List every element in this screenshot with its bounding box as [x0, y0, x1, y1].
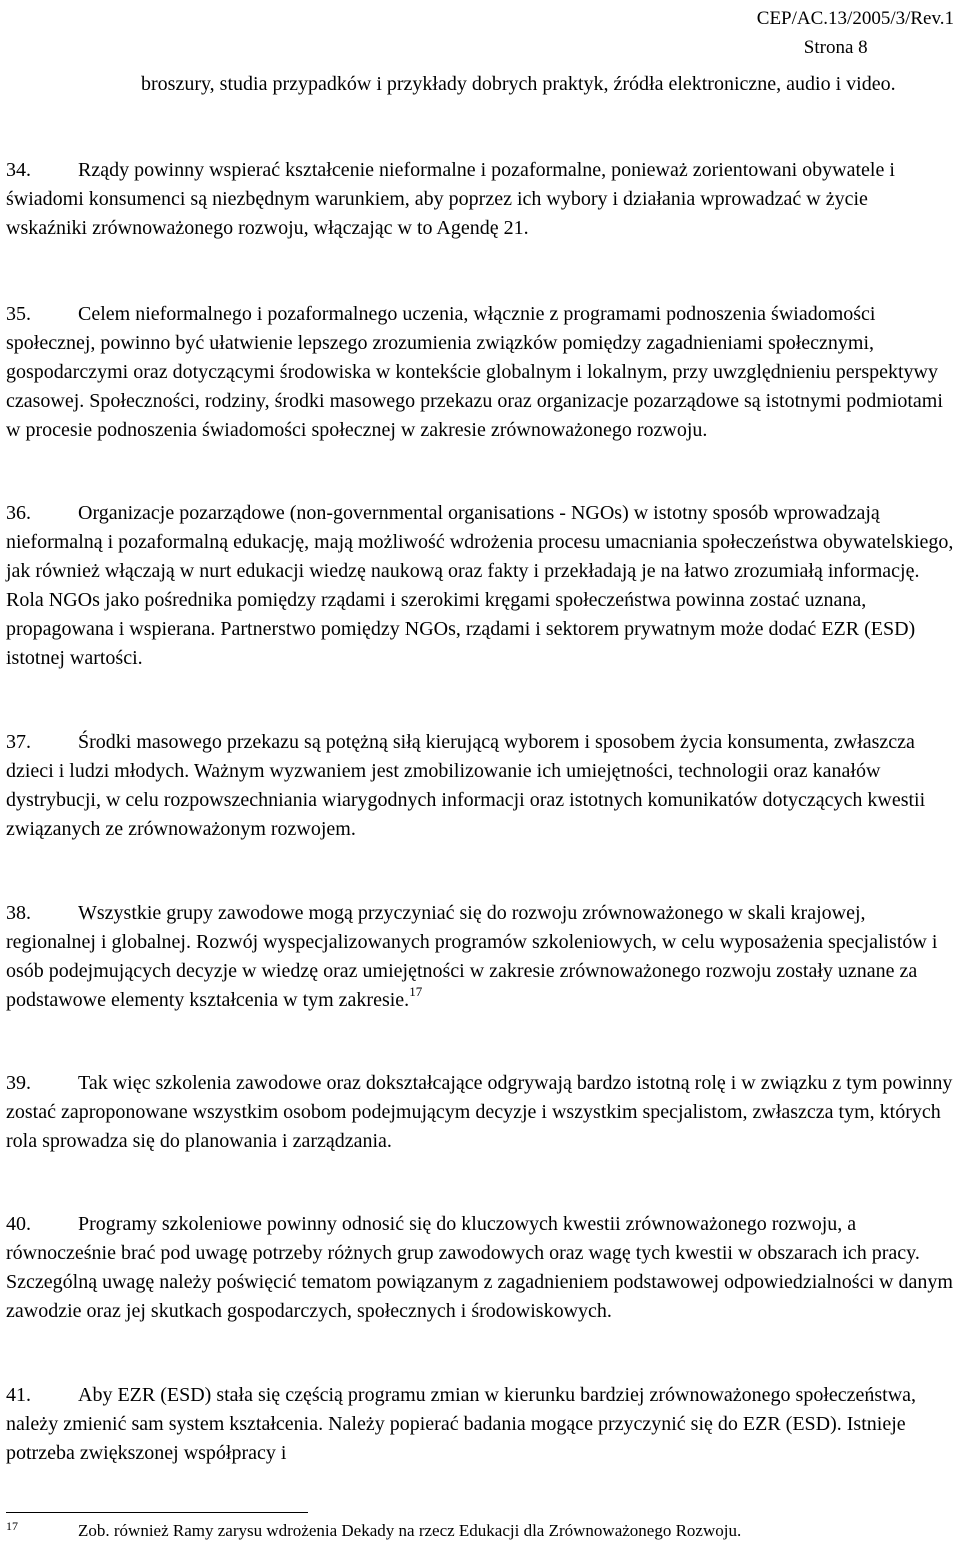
paragraph-number: 39.: [6, 1072, 31, 1094]
paragraph-text: Wszystkie grupy zawodowe mogą przyczyniać się do rozwoju zrównoważonego w skali krajowej, regionalnej i globalnej. Rozwój wyspecjalizowanych programów szkoleniowych, w celu wyposażenia specjalistów i osób podejmujących decyzje w wiedzę oraz umiejętności w zakresie zrównoważonego rozwoju zostały uznane za podstawowe elementy kształcenia w tym zakresie.: [6, 902, 938, 1011]
paragraph-39: [6, 1069, 954, 1156]
paragraph-number: 36.: [6, 502, 31, 524]
footnote: [6, 1519, 954, 1543]
paragraph-text: Tak więc szkolenia zawodowe oraz dokształcające odgrywają bardzo istotną rolę i w związku z tym powinny zostać zaproponowane wszystkim osobom podejmującym decyzje i wszystkim specjalistom, zwłaszcza tym, których rola sprowadza się do planowania i zarządzania.: [6, 1072, 953, 1152]
paragraph-number: 38.: [6, 902, 31, 924]
paragraph-34: [6, 156, 954, 243]
page-header: [757, 4, 954, 62]
footnote-separator: [6, 1512, 308, 1513]
footnote-number: 17: [6, 1519, 18, 1533]
footnote-reference[interactable]: 17: [409, 984, 423, 1000]
document-reference: CEP/AC.13/2005/3/Rev.1: [756, 8, 954, 29]
paragraph-number: 41.: [6, 1384, 31, 1406]
paragraph-40: [6, 1210, 954, 1326]
continued-list-item: broszury, studia przypadków i przykłady dobrych praktyk, źródła elektroniczne, audio i video.: [141, 73, 896, 95]
paragraph-text: Środki masowego przekazu są potężną siłą kierującą wyborem i sposobem życia konsumenta, zwłaszcza dzieci i ludzi młodych. Ważnym wyzwaniem jest zmobilizowanie ich umiejętności, technologii oraz kanałów dystrybucji, w celu rozpowszechniania wiarygodnych informacji oraz istotnych komunikatów dotyczących kwestii związanych ze zrównoważonym rozwojem.: [6, 731, 926, 840]
paragraph-number: 37.: [6, 731, 31, 753]
paragraph-37: [6, 728, 954, 844]
paragraph-38: [6, 899, 954, 1015]
paragraph-text: Rządy powinny wspierać kształcenie nieformalne i pozaformalne, ponieważ zorientowani obywatele i świadomi konsumenci są niezbędnym warunkiem, aby poprzez ich wybory i działania wprowadzać w życie wskaźniki zrównoważonego rozwoju, włączając w to Agendę 21.: [6, 159, 895, 239]
paragraph-number: 35.: [6, 303, 31, 325]
paragraph-text: Celem nieformalnego i pozaformalnego uczenia, włącznie z programami podnoszenia świadomości społecznej, powinno być ułatwienie lepszego zrozumienia związków pomiędzy zagadnieniami społecznymi, gospodarczymi oraz dotyczącymi środowiska w kontekście globalnym i lokalnym, przy uwzględnieniu perspektywy czasowej. Społeczności, rodziny, środki masowego przekazu oraz organizacje pozarządowe są istotnymi podmiotami w procesie podnoszenia świadomości społecznej w zakresie zrównoważonego rozwoju.: [6, 303, 943, 441]
paragraph-number: 34.: [6, 159, 31, 181]
footnote-text: Zob. również Ramy zarysu wdrożenia Dekady na rzecz Edukacji dla Zrównoważonego Rozwoju.: [78, 1521, 742, 1540]
paragraph-36: [6, 499, 954, 673]
paragraph-text: Aby EZR (ESD) stała się częścią programu zmian w kierunku bardziej zrównoważonego społeczeństwa, należy zmienić sam system kształcenia. Należy popierać badania mogące przyczynić się do EZR (ESD). Istnieje potrzeba zwiększonej współpracy i: [6, 1384, 917, 1464]
paragraph-41: [6, 1381, 954, 1468]
paragraph-text: Organizacje pozarządowe (non-governmental organisations - NGOs) w istotny sposób wprowadzają nieformalną i pozaformalną edukację, mają możliwość wdrożenia procesu umacniania społeczeństwa obywatelskiego, jak również włączają w nurt edukacji wiedzę naukową oraz fakty i przekładają je na łatwo zrozumiałą informację. Rola NGOs jako pośrednika pomiędzy rządami i szerokimi kręgami społeczeństwa powinna zostać uznana, propagowana i wspierana. Partnerstwo pomiędzy NGOs, rządami i sektorem prywatnym może dodać EZR (ESD) istotnej wartości.: [6, 502, 954, 669]
paragraph-number: 40.: [6, 1213, 31, 1235]
paragraph-text: Programy szkoleniowe powinny odnosić się do kluczowych kwestii zrównoważonego rozwoju, a równocześnie brać pod uwagę potrzeby różnych grup zawodowych oraz wagę tych kwestii w obszarach ich pracy. Szczególną uwagę należy poświęcić tematom powiązanym z zagadnieniem podstawowej odpowiedzialności w danym zawodzie oraz jej skutkach gospodarczych, społecznych i środowiskowych.: [6, 1213, 953, 1322]
page-number: Strona 8: [803, 37, 868, 58]
paragraph-35: [6, 300, 954, 445]
